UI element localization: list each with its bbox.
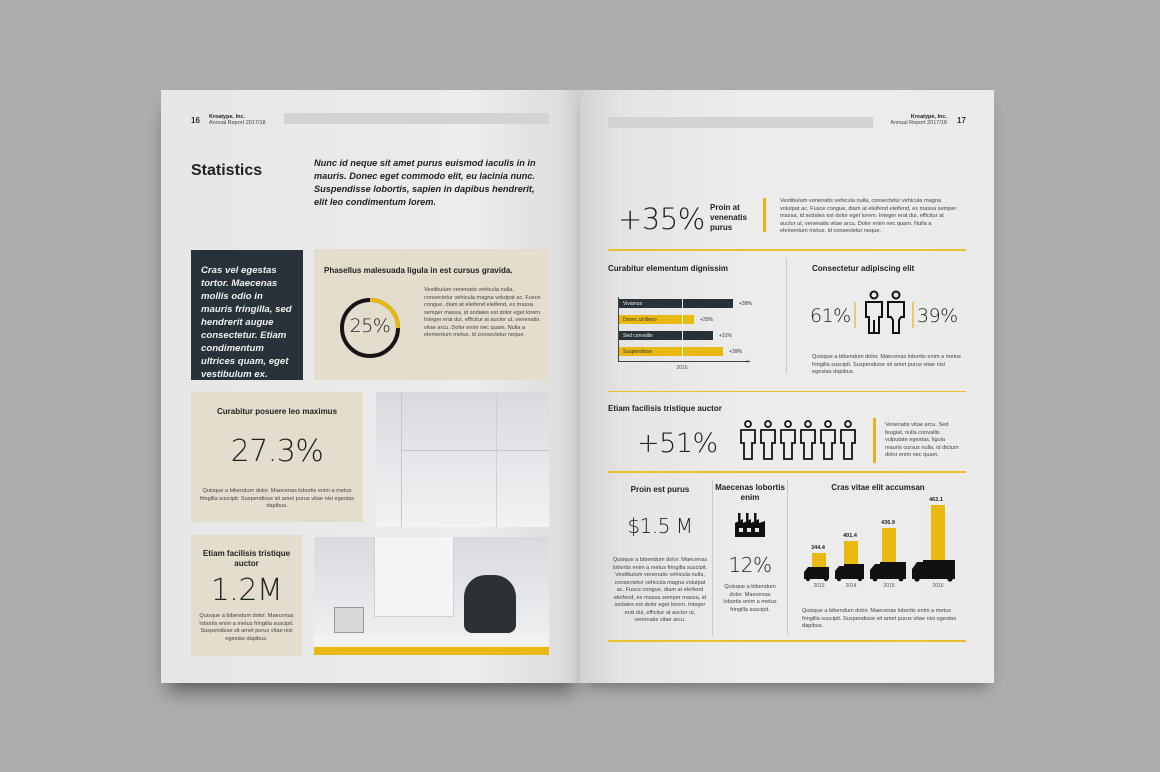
male-percent: 61% [810,305,851,327]
bar-suspendisse: Suspendisse [618,347,723,356]
yellow-divider [763,198,766,232]
donut-value: 25% [349,315,391,337]
column-divider [712,480,713,635]
bar-sed: Sed convallis [618,331,713,340]
people-heading: Etiam facilisis tristique auctor [608,404,722,413]
bar-value: +38% [739,301,752,307]
company-header [880,114,947,126]
report-name: Annual Report 2017/18 [890,120,947,126]
money-body: Quisque a bibendum dolor. Maecenas lobortis enim a metus fringilla suscipit. Vestibulum venenatis vehicula nulla, consectetur vehicula magna volutpat ac. Fusce congue, diam at eleifend eleifend, ex massa semper massa, id sodales est dolor eget lorem. Integer erat dui, efficitur at auctor ut, venenatis vitae arcu. [612,557,708,623]
header-bar [284,113,549,124]
stat-card-1-body: Quisque a bibendum dolor. Maecenas lobortis enim a metus fringilla suscipit. Suspendisse sit amet purus vitae nisi egestas dapibus. [199,488,355,509]
cabinet-edge [401,392,402,527]
truck-chart-heading: Cras vitae elit accumsan [831,483,925,492]
stat-card-2-body: Quisque a bibendum dolor. Maecenas lobortis enim a metus fringilla suscipit. Suspendisse sit amet purus vitae nisi egestas dapibus. [199,613,294,642]
truck-icons [800,560,970,582]
bar-donec: Donec ut libero [618,315,694,324]
equipment [334,607,364,633]
bar-chart-heading: Curabitur elementum dignissim [608,264,729,273]
bar-value: +31% [719,333,732,339]
yellow-rule [608,249,966,251]
people-body: Venenatis vitae arcu. Sed feugiat, nulla convallis vulputate egestas, ligula mauris cursus nulla, id dictum dolor enim nec quam. [885,422,959,458]
x-axis [618,361,750,362]
bar-value: 344.4 [811,545,825,551]
column-divider [787,480,788,635]
yellow-rule [608,391,966,392]
female-percent: 39% [917,305,958,327]
year-label: 2014 [845,583,857,589]
yellow-divider [873,418,876,463]
money-value: $1.5 M [627,514,693,538]
company-header [209,114,266,126]
cabinet-edge [401,450,549,451]
truck-body: Quisque a bibendum dolor. Maecenas lobortis enim a metus fringilla suscipit. Suspendisse sit amet purus vitae nisi egestas dapibus. [802,608,957,629]
bar-vivamus: Vivamus [618,299,733,308]
page-number: 16 [191,116,200,125]
donut-card-heading: Phasellus malesuada ligula in est cursus gravida. [324,266,513,275]
truck-chart [800,497,970,600]
yellow-divider [912,302,914,328]
right-page [580,90,994,683]
factory-icon [735,513,765,537]
axis-arrow-icon: › [746,358,749,365]
gender-body: Quisque a bibendum dolor. Maecenas lobortis enim a metus fringilla suscipit. Suspendisse sit amet purus vitae nisi egestas dapibus. [812,354,961,375]
stat-card-1 [191,392,363,522]
report-name: Annual Report 2017/18 [209,120,266,126]
chair [464,575,516,633]
quote-box: Cras vel egestas tortor. Maecenas mollis odio in mauris fringilla, sed hendrerit augue consectetur. Etiam condimentum ultrices quam, eget vestibulum ex. [191,250,303,380]
male-female-icon [863,290,907,335]
bar-value: +25% [700,317,713,323]
factory-body: Quisque a bibendum dolor. Maecenas lobortis enim a metus fringilla suscipit. [723,584,777,613]
gridline [682,297,683,359]
page-number: 17 [957,116,966,125]
monitor [374,537,454,617]
gender-heading: Consectetur adipiscing elit [812,264,915,273]
year-label: 2013 [813,583,825,589]
donut-card [314,249,549,380]
factory-heading: Maecenas lobortis enim [715,483,785,502]
highlight-body: Vestibulum venenatis vehicula nulla, consectetur vehicula magna volutpat ac. Fusce congue, diam at eleifend eleifend, ex massa semper massa, id sodales est dolor eget lorem. Integer erat dui, efficitur at auctor ut, venenatis vitae arcu. Dolor enim nec quam. Nulla a elementum metus, id consectetur neque. [780,198,957,234]
office-photo-lower [314,537,549,655]
yellow-rule [608,471,966,473]
yellow-rule [608,640,966,642]
stat-card-2-heading: Etiam facilisis tristique auctor [202,549,291,568]
factory-value: 12% [728,553,772,577]
year-label: 2016 [932,583,944,589]
bar-value: 401.4 [843,533,857,539]
highlight-value: +35% [618,202,705,236]
company-name: Kreatype, Inc. [910,114,947,120]
stat-card-2 [191,535,302,656]
bar-value: 462.1 [929,497,943,503]
people-value: +51% [637,428,718,459]
office-photo-upper [376,392,549,527]
lead-paragraph: Nunc id neque sit amet purus euismod iaculis in in mauris. Donec eget commodo elit, eu lacinia nunc. Suspendisse lobortis, sapien in dapibus hendrerit, elit leo condimentum lorem. [314,158,536,207]
people-icons [740,420,860,462]
bar-value: +39% [729,349,742,355]
yellow-strip [314,647,549,655]
money-heading: Proin est purus [630,485,690,494]
stat-card-1-value: 27.3% [230,434,324,469]
cabinet-edge [496,392,497,527]
bar-value: 436.9 [881,520,895,526]
company-name: Kreatype, Inc. [209,114,246,120]
left-page [161,90,580,683]
stat-card-2-value: 1.2M [210,573,283,608]
year-label: 2015 [883,583,895,589]
stat-card-1-heading: Curabitur posuere leo maximus [216,407,338,416]
y-axis [618,297,619,361]
page-title: Statistics [191,162,263,179]
column-divider [786,258,787,373]
yellow-divider [854,302,856,328]
header-bar [608,117,873,128]
highlight-label: Proin at venenatis purus [710,203,747,232]
bar-chart [618,297,753,369]
axis-label: 2016 [676,365,688,371]
donut-card-body: Vestibulum venenatis vehicula nulla, consectetur vehicula magna volutpat ac. Fusce congue, diam at eleifend eleifend, ex massa semper massa, id sodales est dolor eget lorem. Integer erat dui, efficitur at auctor ut, venenatis vitae arcu. Dolor enim nec quam. Nulla a elementum metus, id consectetur neque. [424,287,542,338]
